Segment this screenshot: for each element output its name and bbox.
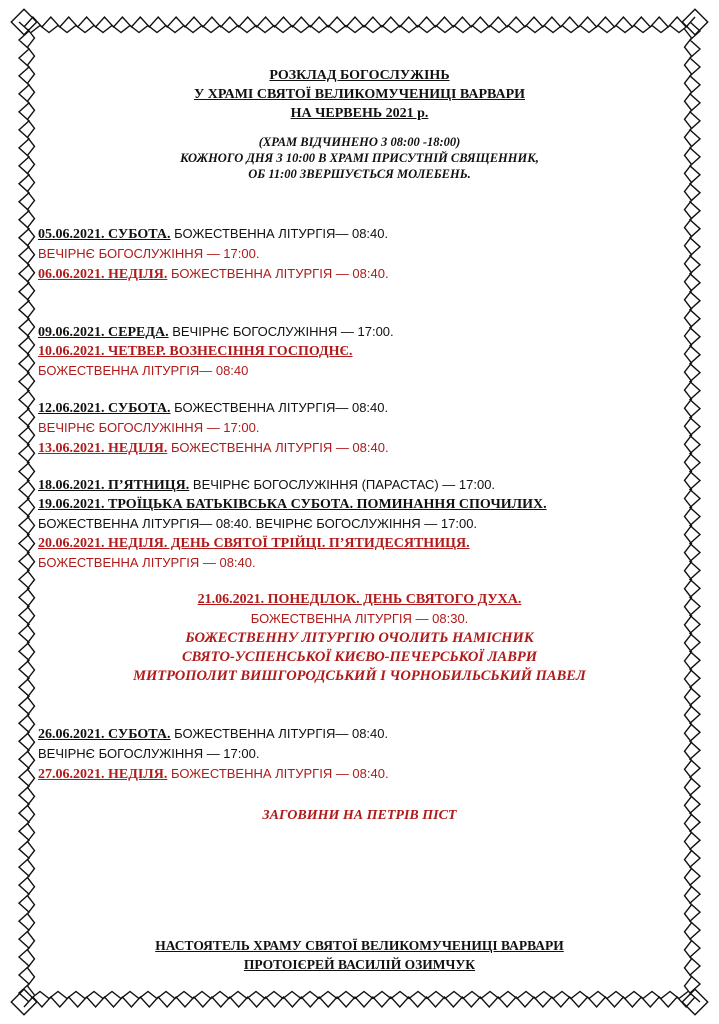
service-text: БОЖЕСТВЕННА ЛІТУРГІЯ — 08:40. [167, 440, 389, 455]
service-text: ВЕЧІРНЄ БОГОСЛУЖІННЯ — 17:00. [38, 420, 260, 435]
service-text: ВЕЧІРНЄ БОГОСЛУЖІННЯ — 17:00. [38, 746, 260, 761]
border-zigzag [31, 992, 688, 999]
service-text: БОЖЕСТВЕННА ЛІТУРГІЯ — 08:40. [167, 266, 389, 281]
signature-block [38, 936, 681, 974]
schedule-group-6 [38, 724, 681, 784]
fast-announcement: ЗАГОВИНИ НА ПЕТРІВ ПІСТ [262, 808, 457, 823]
feast-label: 21.06.2021. ПОНЕДІЛОК. ДЕНЬ СВЯТОГО ДУХА. [197, 592, 522, 607]
border-zigzag [24, 997, 695, 1007]
announcement-line: МИТРОПОЛИТ ВИШГОРОДСЬКИЙ І ЧОРНОБИЛЬСЬКИЙ ПАВЕЛ [133, 668, 586, 684]
feast-label: 10.06.2021. ЧЕТВЕР. ВОЗНЕСІННЯ ГОСПОДНЄ. [38, 344, 353, 359]
service-text: ВЕЧІРНЄ БОГОСЛУЖІННЯ — 17:00. [38, 246, 260, 261]
date-label: 06.06.2021. НЕДІЛЯ. [38, 267, 168, 282]
service-text: БОЖЕСТВЕННА ЛІТУРГІЯ — 08:40. [167, 766, 389, 781]
signature-line-2: ПРОТОІЄРЕЙ ВАСИЛІЙ ОЗИМЧУК [243, 957, 476, 972]
title-line-2: У ХРАМІ СВЯТОЇ ВЕЛИКОМУЧЕНИЦІ ВАРВАРИ [193, 87, 526, 102]
service-text: БОЖЕСТВЕННА ЛІТУРГІЯ— 08:40. [170, 226, 389, 241]
notice-line-3: ОБ 11:00 ЗВЕРШУЄТЬСЯ МОЛЕБЕНЬ. [248, 167, 471, 181]
date-label: 12.06.2021. СУБОТА. [38, 401, 171, 416]
schedule-document [38, 66, 681, 825]
service-text: БОЖЕСТВЕННА ЛІТУРГІЯ— 08:40. [170, 400, 389, 415]
schedule-group-4 [38, 475, 681, 573]
date-label: 26.06.2021. СУБОТА. [38, 727, 171, 742]
service-text: БОЖЕСТВЕННА ЛІТУРГІЯ— 08:40 [38, 363, 249, 378]
date-label: 18.06.2021. П’ЯТНИЦЯ. [38, 478, 190, 493]
document-title [38, 66, 681, 123]
schedule-group-2 [38, 322, 681, 381]
border-zigzag [24, 17, 695, 27]
date-label: 09.06.2021. СЕРЕДА. [38, 325, 169, 340]
schedule-group-1 [38, 224, 681, 284]
border-zigzag [28, 29, 35, 995]
border-zigzag [685, 29, 692, 995]
opening-notice [38, 134, 681, 182]
border-zigzag [19, 22, 29, 1002]
notice-line-2: КОЖНОГО ДНЯ З 10:00 В ХРАМІ ПРИСУТНІЙ СВЯЩЕННИК, [180, 151, 539, 165]
border-zigzag [31, 26, 688, 33]
date-label: 13.06.2021. НЕДІЛЯ. [38, 441, 168, 456]
schedule-group-3 [38, 398, 681, 458]
signature-line-1: НАСТОЯТЕЛЬ ХРАМУ СВЯТОЇ ВЕЛИКОМУЧЕНИЦІ ВАРВАРИ [155, 938, 564, 953]
service-text: ВЕЧІРНЄ БОГОСЛУЖІННЯ — 17:00. [168, 324, 394, 339]
feast-label: 20.06.2021. НЕДІЛЯ. ДЕНЬ СВЯТОЇ ТРІЙЦІ. П’ЯТИДЕСЯТНИЦЯ. [38, 536, 470, 551]
title-line-3: НА ЧЕРВЕНЬ 2021 р. [290, 106, 429, 121]
date-label: 27.06.2021. НЕДІЛЯ. [38, 767, 168, 782]
service-text: БОЖЕСТВЕННА ЛІТУРГІЯ— 08:40. ВЕЧІРНЄ БОГОСЛУЖІННЯ — 17:00. [38, 516, 478, 531]
title-line-1: РОЗКЛАД БОГОСЛУЖІНЬ [269, 68, 450, 83]
date-label: 05.06.2021. СУБОТА. [38, 227, 171, 242]
border-zigzag [690, 22, 700, 1002]
announcement-line: БОЖЕСТВЕННУ ЛІТУРГІЮ ОЧОЛИТЬ НАМІСНИК [185, 630, 534, 646]
service-text: БОЖЕСТВЕННА ЛІТУРГІЯ — 08:30. [250, 611, 469, 626]
service-text: БОЖЕСТВЕННА ЛІТУРГІЯ— 08:40. [170, 726, 389, 741]
service-text: БОЖЕСТВЕННА ЛІТУРГІЯ — 08:40. [38, 555, 256, 570]
announcement-line: СВЯТО-УСПЕНСЬКОЇ КИЄВО-ПЕЧЕРСЬКОЇ ЛАВРИ [182, 649, 537, 665]
feast-label: 19.06.2021. ТРОЇЦЬКА БАТЬКІВСЬКА СУБОТА. ПОМИНАННЯ СПОЧИЛИХ. [38, 497, 547, 512]
service-text: ВЕЧІРНЄ БОГОСЛУЖІННЯ (ПАРАСТАС) — 17:00. [189, 477, 496, 492]
notice-line-1: (ХРАМ ВІДЧИНЕНО З 08:00 -18:00) [258, 135, 461, 149]
schedule-group-5 [38, 590, 681, 686]
